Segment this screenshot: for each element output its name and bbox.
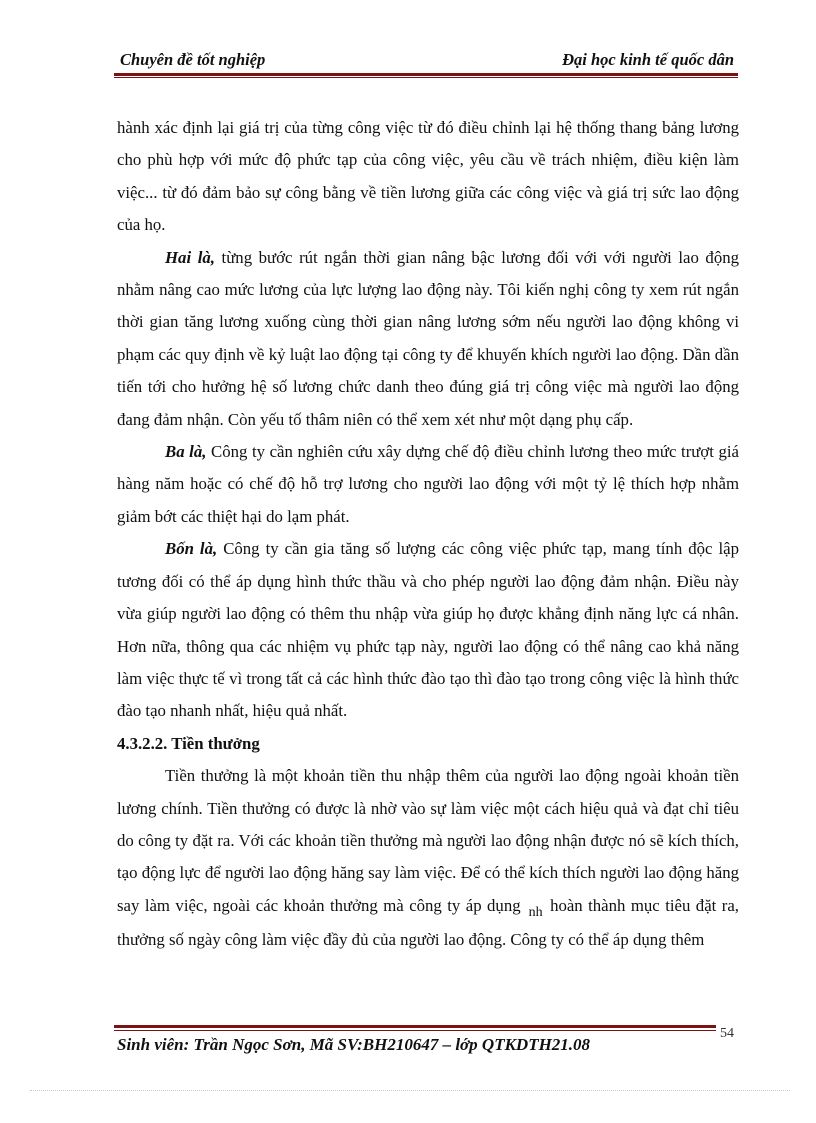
page-header <box>114 46 738 70</box>
paragraph-5-fragment: nh <box>528 904 543 920</box>
paragraph-3-text: Công ty cần nghiên cứu xây dựng chế độ điều chỉnh lương theo mức trượt giá hàng năm hoặc có chế độ hỗ trợ lương cho người lao động với một tỷ lệ thích hợp nhằm giảm bớt các thiệt hại do lạm phát. <box>117 442 740 526</box>
paragraph-1: hành xác định lại giá trị của từng công việc từ đó điều chỉnh lại hệ thống thang bảng lương cho phù hợp với mức độ phức tạp của công việc, yêu cầu về trách nhiệm, điều kiện làm việc... từ đó đảm bảo sự công bằng về tiền lương giữa các công việc và giá trị sức lao động của họ. <box>117 118 739 235</box>
paragraph-3 <box>117 436 739 533</box>
footer-student-info: Sinh viên: Trần Ngọc Sơn, Mã SV:BH210647 – lớp QTKDTH21.08 <box>117 1035 591 1054</box>
header-divider-thick <box>114 73 738 76</box>
paragraph-2-text: từng bước rút ngắn thời gian nâng bậc lương đối với với người lao động nhằm nâng cao mức lương của lực lượng lao động này. Tôi kiến nghị công ty xem rút ngắn thời gian tăng lương xuống cùng thời gian nâng lương sớm nếu người lao động không vi phạm các quy định về kỷ luật lao động tại công ty để khuyến khích người lao động. Dần dần tiến tới cho hưởng hệ số lương chức danh theo đúng giá trị công việc mà người lao động đang đảm nhận. Còn yếu tố thâm niên có thể xem xét như một dạng phụ cấp. <box>117 247 739 429</box>
footer-divider-thin <box>114 1030 716 1031</box>
paragraph-5 <box>117 760 739 956</box>
paragraph-5-text-b: hoàn thành mục tiêu đặt ra, thưởng số ngày công làm việc đầy đủ của người lao động. Công ty có thể áp dụng thêm <box>117 895 739 950</box>
header-divider-thin <box>114 77 738 78</box>
paragraph-2-lead: Hai là, <box>165 247 215 267</box>
header-left-title: Chuyên đề tốt nghiệp <box>120 50 266 69</box>
paragraph-2 <box>117 242 739 436</box>
section-heading: 4.3.2.2. Tiền thưởng <box>117 733 260 753</box>
paragraph-4 <box>117 533 739 727</box>
paragraph-4-lead: Bốn là, <box>165 539 218 559</box>
paragraph-3-lead: Ba là, <box>165 442 207 462</box>
document-body <box>117 112 739 957</box>
footer-divider-thick <box>114 1025 716 1028</box>
paragraph-4-text: Công ty cần gia tăng số lượng các công việc phức tạp, mang tính độc lập tương đối có thể áp dụng hình thức thầu và cho phép người lao động đảm nhận. Điều này vừa giúp người lao động có thêm thu nhập vừa giúp họ được khẳng định năng lực cá nhân. Hơn nữa, thông qua các nhiệm vụ phức tạp này, người lao động có thể nâng cao khả năng làm việc thực tế vì trong tất cả các hình thức đào tạo thì đào tạo trong công việc là hình thức đào tạo nhanh nhất, hiệu quả nhất. <box>117 539 739 721</box>
page-bottom-border <box>30 1090 790 1091</box>
paragraph-5-text-a: Tiền thưởng là một khoản tiền thu nhập thêm của người lao động ngoài khoản tiền lương chính. Tiền thưởng có được là nhờ vào sự làm việc một cách hiệu quả và đạt chỉ tiêu do công ty đặt ra. Với các khoản tiền thưởng mà người lao động nhận được nó sẽ kích thích, tạo động lực để người lao động hăng say làm việc. Để có thể kích thích người lao động hăng say làm việc, ngoài các khoản thưởng mà công ty áp dụng <box>117 766 739 915</box>
header-right-title: Đại học kinh tế quốc dân <box>562 50 734 69</box>
page-number: 54 <box>720 1026 734 1041</box>
